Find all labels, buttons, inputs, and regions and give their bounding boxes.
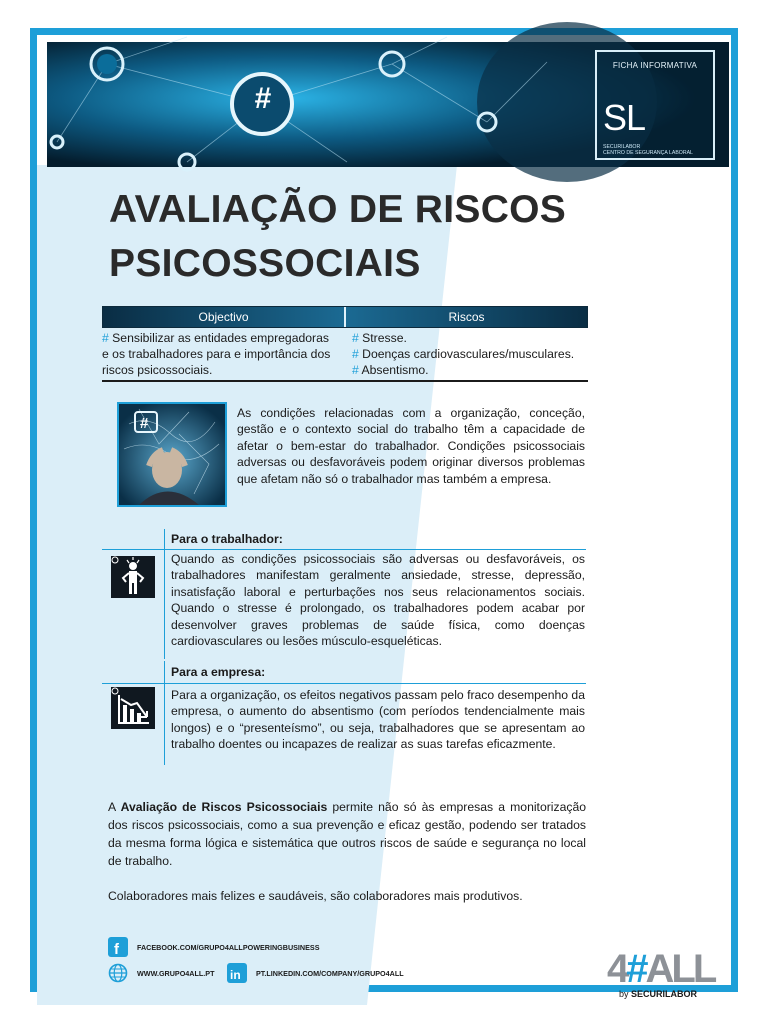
globe-icon xyxy=(108,963,128,983)
worker-paragraph: Quando as condições psicossociais são adversas ou desfavoráveis, os trabalhadores manifestam geralmente ansiedade, stresse, depressão, insatisfação laboral e perturbações nos seus relacionamentos sociais. Quando o stresse é prolongado, os trabalhadores podem acabar por desenvolver graves problemas de saúde física, como doenças cardiovasculares ou lesões músculo-esqueléticas. xyxy=(171,552,585,649)
intro-paragraph: As condições relacionadas com a organização, conceção, gestão e o contexto social do trabalho têm a capacidade de afetar o bem-estar do trabalhador. Condições psicossociais adversas ou desfavoráveis podem originar diversos problemas que afetam não só o trabalhador mas também a empresa. xyxy=(237,406,585,486)
badge-kicker: FICHA INFORMATIVA xyxy=(612,61,698,70)
header-banner xyxy=(47,42,729,167)
overview-row xyxy=(102,328,588,382)
risk-item: # Absentismo. xyxy=(352,363,429,377)
risks-cell xyxy=(345,330,588,378)
worker-section-label: Para o trabalhador: xyxy=(171,532,283,546)
sl-subtitle: SECURILABOR CENTRO DE SEGURANÇA LABORAL xyxy=(603,144,693,156)
website-link[interactable] xyxy=(108,963,214,983)
closing-paragraph: A Avaliação de Riscos Psicossociais permite não só às empresas a monitorização dos riscos psicossociais, como a sua prevenção e eficaz gestão, podendo ser tratados da mesma forma lógica e sistemática que outros riscos de saúde e segurança no local de trabalho. xyxy=(108,800,587,868)
company-paragraph: Para a organização, os efeitos negativos passam pelo fraco desempenho da empresa, o aumento do absentismo (com períodos tendencialmente mais longos) e o “presenteísmo”, ou seja, trabalhadores que se apresentam ao trabalho doentes ou incapazes de realizar as suas tarefas eficazmente. xyxy=(171,688,585,752)
svg-text:#: # xyxy=(140,415,149,432)
header-objectivo: Objectivo xyxy=(103,307,346,327)
linkedin-link[interactable] xyxy=(227,963,404,983)
linkedin-icon xyxy=(227,963,247,983)
risk-item: # Stresse. xyxy=(352,331,407,345)
svg-text:f: f xyxy=(114,941,119,958)
company-section-label: Para a empresa: xyxy=(171,665,266,679)
worker-stress-icon xyxy=(111,556,155,598)
overview-header xyxy=(102,306,588,328)
hash-bullet: # xyxy=(102,331,109,345)
page-title: AVALIAÇÃO DE RISCOS PSICOSSOCIAIS xyxy=(109,188,567,285)
stressed-person-image xyxy=(117,402,227,507)
banner-hash-icon: # xyxy=(254,82,272,115)
grupo4all-logo xyxy=(607,947,717,1002)
svg-text:in: in xyxy=(230,968,241,982)
risk-item: # Doenças cardiovasculares/musculares. xyxy=(352,347,575,361)
overview-table xyxy=(102,306,588,382)
declining-chart-icon xyxy=(111,687,155,729)
worker-vertical-rule xyxy=(164,529,165,659)
tagline: Colaboradores mais felizes e saudáveis, são colaboradores mais produtivos. xyxy=(108,889,523,903)
header-riscos: Riscos xyxy=(448,310,485,324)
sl-logo: SL xyxy=(603,97,646,138)
brand-mark: 4#ALL xyxy=(607,947,715,991)
page-frame xyxy=(30,28,738,999)
facebook-url: FACEBOOK.COM/GRUPO4ALLPOWERINGBUSINESS xyxy=(137,942,320,952)
company-vertical-rule xyxy=(164,661,165,765)
website-url: WWW.GRUPO4ALL.PT xyxy=(137,968,215,978)
closing-bold: Avaliação de Riscos Psicossociais xyxy=(120,800,328,814)
ficha-informativa-badge xyxy=(595,50,715,160)
brand-byline: by SECURILABOR xyxy=(619,989,698,999)
worker-divider xyxy=(102,549,586,550)
facebook-icon xyxy=(108,937,128,957)
company-divider xyxy=(102,683,586,684)
linkedin-url: PT.LINKEDIN.COM/COMPANY/GRUPO4ALL xyxy=(256,968,404,978)
objective-text: Sensibilizar as entidades empregadoras e os trabalhadores para e importância dos riscos psicossociais. xyxy=(102,331,331,377)
facebook-link[interactable] xyxy=(108,937,320,957)
objective-cell xyxy=(102,330,345,378)
